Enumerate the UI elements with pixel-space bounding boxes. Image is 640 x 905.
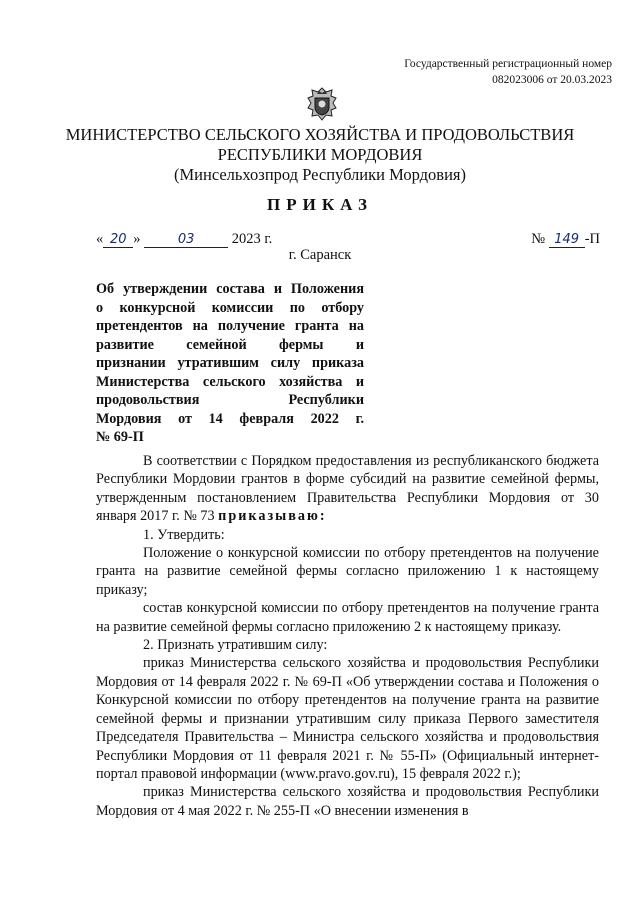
ministry-short-name: (Минсельхозпрод Республики Мордовия) <box>174 165 466 184</box>
mordovia-coat-of-arms-icon <box>305 86 339 122</box>
document-date <box>96 231 272 248</box>
registration-value: 082023006 от 20.03.2023 <box>492 74 612 86</box>
document-type-title: ПРИКАЗ <box>267 195 373 214</box>
document-body <box>96 452 599 820</box>
date-day-handwritten: 20 <box>103 232 133 248</box>
body-paragraph <box>96 452 599 526</box>
subject-line: претендентов на получение гранта на <box>96 318 364 334</box>
subject-line: Об утверждении состава и Положения <box>96 281 364 297</box>
order-keyword: приказываю: <box>218 508 327 525</box>
number-prefix: № <box>531 231 546 247</box>
ministry-republic: РЕСПУБЛИКИ МОРДОВИЯ <box>217 145 423 164</box>
date-open-quote: « <box>96 231 104 247</box>
subject-line: Министерства сельского хозяйства и <box>96 373 364 390</box>
subject-line: о конкурсной комиссии по отбору <box>96 299 364 316</box>
date-month-handwritten: 03 <box>144 232 228 248</box>
body-paragraph: приказ Министерства сельского хозяйства и продовольствия Республики Мордовия от 4 мая 2022 г. № 255-П «О внесении изменения в <box>96 784 599 819</box>
body-paragraph: приказ Министерства сельского хозяйства и продовольствия Республики Мордовия от 14 февраля 2022 г. № 69-П «Об утверждении состава и Положения о Конкурсной комиссии по отбору претендентов на получение гранта на развитие семейной фермы и признании утратившим силу приказа Первого заместителя Председателя Правительства – Министра сельского хозяйства и продовольствия Республики Мордовия от 11 февраля 2021 г. № 55-П» (Официальный интернет-портал правовой информации (www.pravo.gov.ru), 15 февраля 2022 г.); <box>96 655 599 782</box>
number-handwritten: 149 <box>549 232 585 248</box>
registration-number <box>404 56 612 88</box>
document-number <box>531 231 600 248</box>
body-paragraph: Положение о конкурсной комиссии по отбору претендентов на получение гранта на развитие семейной фермы согласно приложению 1 к настоящему приказу; <box>96 545 599 598</box>
body-paragraph: 2. Признать утратившим силу: <box>143 637 328 654</box>
subject-line: признании утратившим силу приказа <box>96 355 364 371</box>
subject-line: развитие семейной фермы и <box>96 336 364 353</box>
number-suffix: -П <box>584 231 600 247</box>
subject-line: № 69-П <box>96 429 144 445</box>
date-close-quote: » <box>133 231 141 247</box>
date-year: 2023 г. <box>231 231 273 247</box>
body-paragraph: состав конкурсной комиссии по отбору претендентов на получение гранта на развитие семейной фермы согласно приложению 2 к настоящему приказу. <box>96 600 599 635</box>
ministry-name: МИНИСТЕРСТВО СЕЛЬСКОГО ХОЗЯЙСТВА И ПРОДОВОЛЬСТВИЯ <box>65 125 575 144</box>
document-subject <box>96 280 364 447</box>
ministry-header <box>0 125 640 185</box>
subject-line: Мордовия от 14 февраля 2022 г. <box>96 410 364 427</box>
body-paragraph: 1. Утвердить: <box>143 526 225 543</box>
registration-label: Государственный регистрационный номер <box>404 58 612 70</box>
city-line: г. Саранск <box>288 247 352 263</box>
preamble-text: В соответствии с Порядком предоставления из республиканского бюджета Республики Мордовии грантов в форме субсидий на развитие семейной фермы, утвержденным постановлением Правительства Республики Мордовия от 30 января 2017 г. № 73 <box>96 453 599 525</box>
subject-line: продовольствия Республики <box>96 392 364 408</box>
